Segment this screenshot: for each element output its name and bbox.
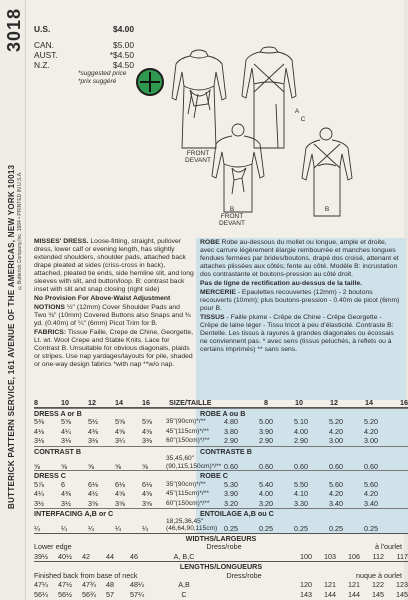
- description-section: Pas de ligne de rectification au-dessus de la taille.: [200, 280, 363, 287]
- copyright-line: ©Butterick Company,Inc. 1984 • PRINTED IN U.S.A.: [17, 171, 23, 290]
- table-cell: 5.20: [329, 417, 343, 426]
- description-section: TISSUS - Faille plume - Crêpe de Chine - Crêpe Georgette - Crêpe de laine léger - Tissu tricot à peu d'élasticité. Contraste B: Dentelle. Les tissus à rayures à grandes diagonales ou écossais ne conviennent pas. * avec sens (tissus peluchés, à reflets ou à certains imprimés) ** sans sens.: [200, 314, 394, 353]
- table-cell: 3⅛: [88, 436, 98, 445]
- table-cell: 4⅜: [61, 489, 71, 498]
- table-cell: 4⅝: [115, 426, 125, 436]
- table-cell: 3⅝: [142, 498, 152, 508]
- fabric-width-cell: 60"(150cm)*/**: [166, 437, 210, 444]
- table-cell: ¼: [142, 524, 148, 533]
- view-label-b: B: [324, 206, 330, 213]
- table-header-row: 8 10 12 14 16 SIZE/TAILLE 8 10 12 14 16: [34, 398, 408, 407]
- table-cell: 5.00: [259, 417, 273, 426]
- table-cell: ⅝: [88, 461, 94, 471]
- price-note: *prix suggéré: [78, 78, 117, 85]
- table-cell: 4⅝: [142, 489, 152, 498]
- table-cell: 5.60: [364, 479, 378, 489]
- table-cell: 4.20: [364, 426, 378, 436]
- description-french: [196, 238, 406, 400]
- table-cell: 0.60: [294, 461, 308, 471]
- table-cell: 3.00: [329, 436, 343, 445]
- table-cell: ⅝: [61, 461, 67, 471]
- view-label-b-front: B FRONT DEVANT: [219, 206, 245, 227]
- table-cell: 0.60: [329, 461, 343, 471]
- envelope-spine: [0, 0, 26, 600]
- table-cell: 4.80: [224, 417, 238, 426]
- table-cell: 5.20: [364, 417, 378, 426]
- table-cell: ¼: [61, 524, 67, 533]
- table-cell: 5.30: [224, 479, 238, 489]
- table-cell: 4¼: [61, 426, 71, 436]
- pattern-number: 3018: [4, 8, 24, 53]
- table-row: [34, 499, 408, 509]
- table-section-header: CONTRAST B CONTRASTE B: [34, 446, 408, 456]
- table-cell: 4⅛: [34, 426, 44, 436]
- description-section: NOTIONS ½" (12mm) Cover Shoulder Pads and Two ⅜" (10mm) Covered Buttons also Snaps and ⅜ yd. (0.40m) of ¼" (6mm) Picot Trim for B.: [34, 304, 191, 327]
- length-ab-row: 47¼ 47½ 47¾ 48 48¼ A,B 120 121 121 122 123: [34, 580, 408, 589]
- table-cell: 3.90: [224, 489, 238, 498]
- table-cell: 6⅛: [88, 479, 98, 489]
- table-cell: 5⅝: [142, 417, 152, 426]
- view-label-c: C: [300, 116, 306, 123]
- table-cell: ¼: [115, 524, 121, 533]
- yardage-table: [34, 398, 408, 599]
- fabric-width-cell: 45"(115cm)*/**: [166, 490, 209, 497]
- table-cell: 6⅛: [142, 479, 152, 489]
- fabric-width-cell: 45"(115cm)*/**: [166, 427, 209, 435]
- table-cell: 0.25: [224, 524, 238, 533]
- table-cell: 3⅛: [61, 436, 71, 445]
- table-cell: 0.60: [224, 461, 238, 471]
- table-cell: 6⅛: [115, 479, 125, 489]
- table-cell: 4¼: [34, 489, 44, 498]
- table-cell: 4⅜: [88, 426, 98, 436]
- table-section-header: INTERFACING A,B or C ENTOILAGE A,B ou C: [34, 508, 408, 518]
- fabric-width-cell: 35"(90cm)*/**: [166, 480, 206, 488]
- table-row: [34, 480, 408, 490]
- table-cell: ⅝: [115, 461, 121, 471]
- price-row: U.S. $4.00: [34, 24, 134, 34]
- table-cell: 3⅜: [142, 436, 152, 445]
- length-c-row: 56¼ 56½ 56¾ 57 57¼ C 143 144 144 145 145: [34, 589, 408, 599]
- table-cell: 4⅝: [142, 426, 152, 436]
- table-cell: 0.25: [364, 524, 378, 533]
- table-cell: ¼: [88, 524, 94, 533]
- fabric-width-cell: 18,25,36,45" (46,64,90,115cm): [166, 517, 218, 532]
- table-row: [34, 518, 408, 533]
- length-label-row: Finished back from base of neck Dress/robe nuque à ourlet: [34, 570, 402, 580]
- lower-edge-label-row: Lower edge Dress/robe à l'ourlet: [34, 542, 402, 551]
- table-cell: 3.20: [224, 498, 238, 508]
- table-cell: 4.00: [294, 426, 308, 436]
- table-section-header: DRESS A or B ROBE A ou B: [34, 408, 408, 418]
- table-cell: 3.80: [224, 426, 238, 436]
- table-cell: 5⅝: [61, 417, 71, 426]
- table-cell: ⅝: [142, 461, 148, 471]
- description-section: ROBE Robe au-dessous du mollet ou longue, ample et droite, avec carrure légèrement élargie rembourrée et manches longues fendues fermées par brides/boutons, drapé dos croisé, attenant et attaches plissées aux côtés; fente au côté. Modèle B: incrustation dos contrastante et boutons-pression au côté droit.: [200, 239, 399, 278]
- table-cell: 3.40: [329, 498, 343, 508]
- price-list: [34, 24, 134, 86]
- registration-target-icon: [136, 68, 164, 96]
- lower-edge-values-row: 39½ 40½ 42 44 46 A, B,C 100 103 106 112 117: [34, 551, 408, 561]
- price-row: AUST. *$4.50: [34, 50, 134, 60]
- description-section: No Provision For Above-Waist Adjustment: [34, 295, 171, 302]
- description-section: MISSES' DRESS. Loose-fitting, straight, pullover dress, lower calf or evening length, has slightly extended shoulders, shoulder pads, attached back drape pleated at sides (criss-cross in back), attached, pleated tie ends, side hemline slit, and long sleeves with slit, and button/loop. B: contrast back inset with slit and snap closing (right side): [34, 238, 194, 293]
- table-cell: 3.40: [364, 498, 378, 508]
- table-cell: 0.25: [294, 524, 308, 533]
- table-row: [34, 489, 408, 499]
- table-cell: 5.10: [294, 417, 308, 426]
- table-cell: 2.90: [259, 436, 273, 445]
- table-cell: 3⅝: [88, 498, 98, 508]
- table-section-header: DRESS C ROBE C: [34, 470, 408, 480]
- table-cell: ⅝: [34, 461, 40, 471]
- table-cell: 3.30: [294, 498, 308, 508]
- table-cell: 5⅞: [34, 479, 44, 489]
- table-groups: [34, 408, 408, 533]
- table-cell: 4.20: [329, 426, 343, 436]
- table-row: [34, 436, 408, 446]
- fabric-width-cell: 35,45,60" (90,115,150cm)*/**: [166, 455, 222, 470]
- table-cell: 5⅝: [115, 417, 125, 426]
- table-cell: 3⅛: [34, 436, 44, 445]
- price-note: *suggested price: [78, 70, 127, 77]
- table-cell: 3.90: [259, 426, 273, 436]
- table-cell: 3½: [61, 498, 71, 508]
- price-row: CAN. $5.00: [34, 40, 134, 50]
- description-section: MERCERIE - Epaulettes recouvertes (12mm) - 2 boutons recouverts (10mm); plus boutons-pression - 0.40m de picot (6mm) pour B.: [200, 289, 400, 312]
- description-section: FABRICS: Tissue Faille, Crepe de Chine, Georgette, Lt. wt. Wool Crepe and Stable Knits. Lace for Contrast B. Unsuitable for obvious diagonals, plaids or stripes. Use nap yardages/layouts for pile, shaded or one-way design fabrics *with nap **w/o nap.: [34, 329, 194, 368]
- table-cell: 0.60: [259, 461, 273, 471]
- table-row: [34, 417, 408, 427]
- table-cell: 6: [61, 479, 65, 489]
- table-cell: ¼: [34, 524, 40, 533]
- fabric-width-cell: 35"(90cm)*/**: [166, 418, 206, 425]
- view-label-a-front: FRONT DEVANT: [185, 150, 211, 164]
- table-cell: 4½: [88, 489, 98, 498]
- table-cell: 3½: [34, 498, 44, 508]
- table-cell: 0.60: [364, 461, 378, 471]
- table-cell: 3.00: [364, 436, 378, 445]
- price-row: N.Z. $4.50: [34, 60, 134, 70]
- table-cell: 2.90: [224, 436, 238, 445]
- table-cell: 4.20: [364, 489, 378, 498]
- table-cell: 3.20: [259, 498, 273, 508]
- description-english: [34, 238, 194, 370]
- view-label-a: A: [294, 108, 300, 115]
- table-row: [34, 427, 408, 437]
- widths-title: WIDTHS/LARGEURS: [34, 533, 408, 543]
- table-cell: 4⅝: [115, 489, 125, 498]
- table-cell: 5.60: [329, 479, 343, 489]
- table-row: [34, 455, 408, 470]
- table-cell: 3⅝: [115, 498, 125, 508]
- table-cell: 5.50: [294, 479, 308, 489]
- table-cell: 4.20: [329, 489, 343, 498]
- publisher-address: BUTTERICK PATTERN SERVICE, 161 AVENUE OF THE AMERICAS, NEW YORK 10013: [7, 164, 16, 510]
- table-cell: 4.00: [259, 489, 273, 498]
- table-cell: 0.25: [259, 524, 273, 533]
- table-cell: 2.90: [294, 436, 308, 445]
- table-cell: 4.10: [294, 489, 308, 498]
- table-cell: 5.40: [259, 479, 273, 489]
- table-cell: 0.25: [329, 524, 343, 533]
- table-cell: 3¼: [115, 436, 125, 445]
- fabric-width-cell: 60"(150cm)*/**: [166, 499, 210, 507]
- table-cell: 5½: [88, 417, 98, 426]
- lengths-title: LENGTHS/LONGUEURS: [34, 561, 408, 571]
- table-cell: 5⅜: [34, 417, 44, 426]
